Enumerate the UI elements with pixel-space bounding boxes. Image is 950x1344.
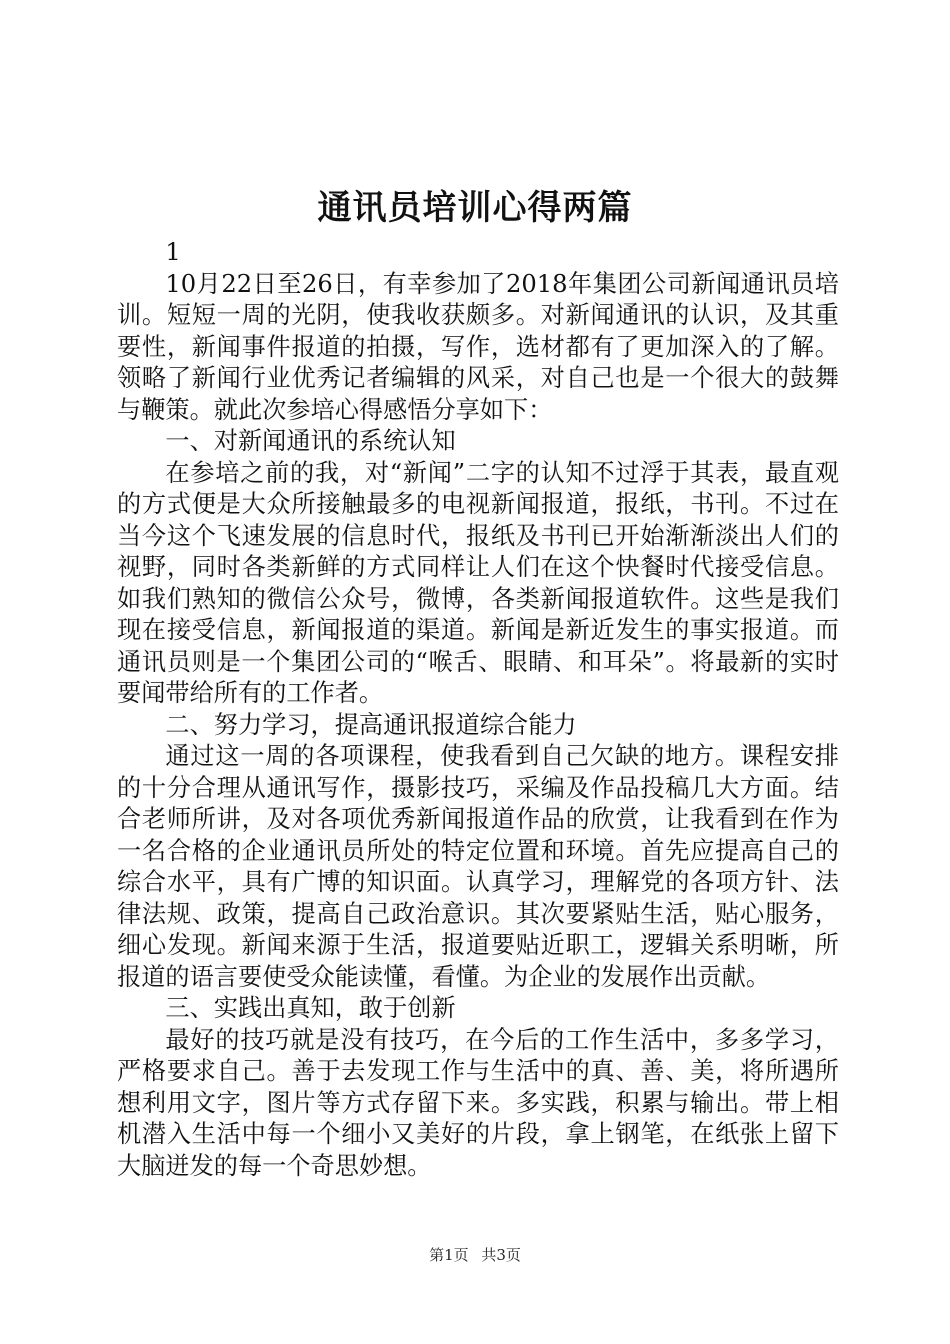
section-paragraph-1: 在参培之前的我，对“新闻”二字的认知不过浮于其表，最直观的方式便是大众所接触最多的电视新闻报道，报纸，书刊。不过在当今这个飞速发展的信息时代，报纸及书刊已开始渐渐淡出人们的视野，同时各类新鲜的方式同样让人们在这个快餐时代接受信息。如我们熟知的微信公众号，微博，各类新闻报道软件。这些是我们现在接受信息，新闻报道的渠道。新闻是新近发生的事实报道。而通讯员则是一个集团公司的“喉舌、眼睛、和耳朵”。将最新的实时要闻带给所有的工作者。 — [117, 458, 839, 707]
page-footer — [0, 1244, 950, 1266]
page-total: 共3页 — [481, 1246, 521, 1264]
intro-paragraph: 10月22日至26日，有幸参加了2018年集团公司新闻通讯员培训。短短一周的光阴，使我收获颇多。对新闻通讯的认识，及其重要性，新闻事件报道的拍摄，写作，选材都有了更加深入的了解。领略了新闻行业优秀记者编辑的风采，对自己也是一个很大的鼓舞与鞭策。就此次参培心得感悟分享如下： — [117, 269, 839, 424]
section-paragraph-2: 通过这一周的各项课程，使我看到自己欠缺的地方。课程安排的十分合理从通讯写作，摄影技巧，采编及作品投稿几大方面。结合老师所讲，及对各项优秀新闻报道作品的欣赏，让我看到在作为一名合格的企业通讯员所处的特定位置和环境。首先应提高自己的综合水平，具有广博的知识面。认真学习，理解党的各项方针、法律法规、政策，提高自己政治意识。其次要紧贴生活，贴心服务，细心发现。新闻来源于生活，报道要贴近职工，逻辑关系明晰，所报道的语言要使受众能读懂，看懂。为企业的发展作出贡献。 — [117, 742, 839, 991]
section-heading-2: 二、努力学习，提高通讯报道综合能力 — [165, 710, 577, 739]
section-heading-3: 三、实践出真知，敢于创新 — [165, 994, 456, 1022]
section-paragraph-3: 最好的技巧就是没有技巧，在今后的工作生活中，多多学习，严格要求自己。善于去发现工作与生活中的真、善、美，将所遇所想利用文字，图片等方式存留下来。多实践，积累与输出。带上相机潜入生活中每一个细小又美好的片段，拿上钢笔，在纸张上留下大脑迸发的每一个奇思妙想。 — [117, 1025, 839, 1180]
section-number: 1 — [165, 238, 181, 266]
page-current: 第1页 — [429, 1246, 469, 1264]
section-heading-1: 一、对新闻通讯的系统认知 — [165, 427, 456, 455]
document-body — [117, 237, 839, 1182]
document-title: 通讯员培训心得两篇 — [317, 188, 633, 228]
